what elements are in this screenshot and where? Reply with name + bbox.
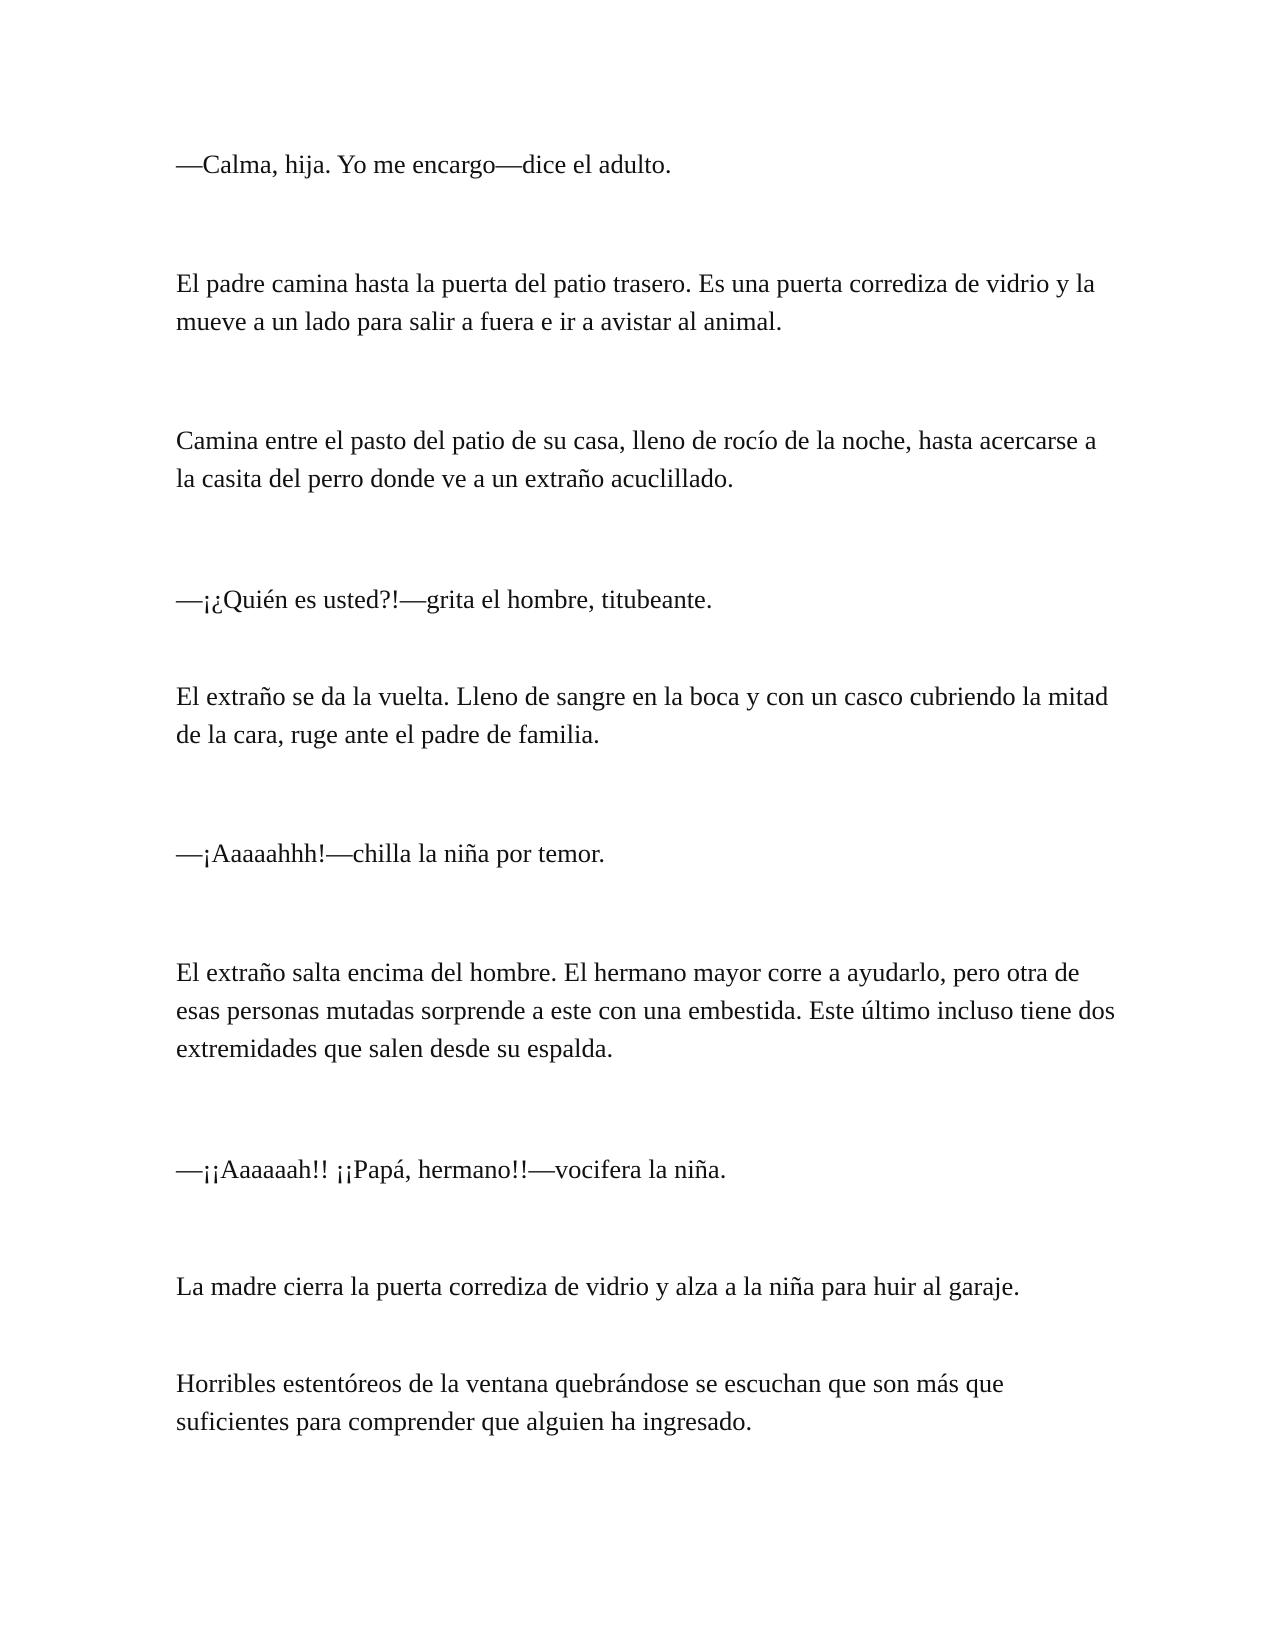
paragraph-stranger-turns: El extraño se da la vuelta. Lleno de sangre en la boca y con un casco cubriendo la mitad de la cara, ruge ante el padre de familia. [176, 681, 1109, 749]
paragraph-dialogue-who-are-you: —¡¿Quién es usted?!—grita el hombre, titubeante. [176, 584, 713, 614]
paragraph-dialogue-girl-cries-out: —¡¡Aaaaaah!! ¡¡Papá, hermano!!—vocifera la niña. [176, 1154, 727, 1184]
paragraph-dialogue-father-calm: —Calma, hija. Yo me encargo—dice el adulto. [176, 149, 672, 179]
paragraph-dialogue-girl-screams: —¡Aaaaahhh!—chilla la niña por temor. [176, 838, 605, 868]
paragraph-window-breaking: Horribles estentóreos de la ventana quebrándose se escuchan que son más que suficientes para comprender que alguien ha ingresado. [176, 1368, 1004, 1436]
paragraph-father-walks-to-door: El padre camina hasta la puerta del patio trasero. Es una puerta corrediza de vidrio y la mueve a un lado para salir a fuera e ir a avistar al animal. [176, 268, 1095, 336]
paragraph-father-crosses-yard: Camina entre el pasto del patio de su casa, lleno de rocío de la noche, hasta acercarse a la casita del perro donde ve a un extraño acuclillado. [176, 425, 1097, 493]
paragraph-stranger-attacks: El extraño salta encima del hombre. El hermano mayor corre a ayudarlo, pero otra de esas personas mutadas sorprende a este con una embestida. Este último incluso tiene dos extremidades que salen desde su espalda. [176, 957, 1116, 1063]
paragraph-mother-closes-door: La madre cierra la puerta corrediza de vidrio y alza a la niña para huir al garaje. [176, 1271, 1020, 1301]
